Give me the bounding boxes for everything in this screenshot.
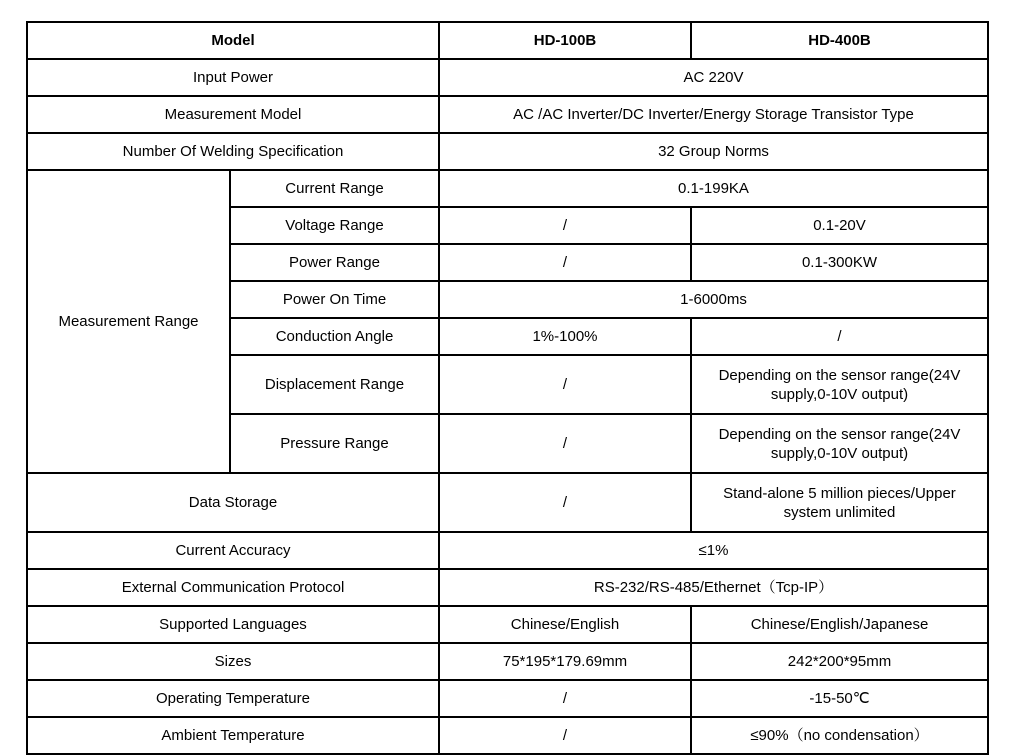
row-value: RS-232/RS-485/Ethernet（Tcp-IP） bbox=[439, 569, 988, 606]
header-hd400b: HD-400B bbox=[691, 22, 988, 59]
hd400b-value: -15-50℃ bbox=[691, 680, 988, 717]
hd100b-value: / bbox=[439, 355, 691, 414]
row-label: Supported Languages bbox=[27, 606, 439, 643]
hd100b-value: / bbox=[439, 717, 691, 754]
hd400b-value: ≤90%（no condensation） bbox=[691, 717, 988, 754]
table-row bbox=[27, 717, 988, 754]
hd100b-value: Chinese/English bbox=[439, 606, 691, 643]
hd400b-value: Stand-alone 5 million pieces/Upper system unlimited bbox=[691, 473, 988, 532]
hd100b-value: / bbox=[439, 207, 691, 244]
hd400b-value: Depending on the sensor range(24V supply,0-10V output) bbox=[691, 355, 988, 414]
row-label: Input Power bbox=[27, 59, 439, 96]
spec-table bbox=[26, 21, 989, 755]
row-value: AC 220V bbox=[439, 59, 988, 96]
table-row bbox=[27, 569, 988, 606]
row-label: External Communication Protocol bbox=[27, 569, 439, 606]
row-label: Number Of Welding Specification bbox=[27, 133, 439, 170]
table-row bbox=[27, 133, 988, 170]
hd400b-value: 0.1-20V bbox=[691, 207, 988, 244]
row-label: Current Accuracy bbox=[27, 532, 439, 569]
hd400b-value: 242*200*95mm bbox=[691, 643, 988, 680]
hd400b-value: Chinese/English/Japanese bbox=[691, 606, 988, 643]
measurement-range-label: Measurement Range bbox=[27, 170, 230, 473]
table-row bbox=[27, 680, 988, 717]
table-row bbox=[27, 606, 988, 643]
row-value: 0.1-199KA bbox=[439, 170, 988, 207]
hd400b-value: / bbox=[691, 318, 988, 355]
table-row bbox=[27, 643, 988, 680]
row-label: Data Storage bbox=[27, 473, 439, 532]
hd100b-value: / bbox=[439, 244, 691, 281]
row-value: 1-6000ms bbox=[439, 281, 988, 318]
sub-label: Displacement Range bbox=[230, 355, 439, 414]
hd100b-value: / bbox=[439, 473, 691, 532]
hd100b-value: / bbox=[439, 414, 691, 473]
row-value: ≤1% bbox=[439, 532, 988, 569]
table-row bbox=[27, 59, 988, 96]
row-label: Operating Temperature bbox=[27, 680, 439, 717]
hd400b-value: Depending on the sensor range(24V supply,0-10V output) bbox=[691, 414, 988, 473]
sub-label: Power Range bbox=[230, 244, 439, 281]
row-value: 32 Group Norms bbox=[439, 133, 988, 170]
sub-label: Voltage Range bbox=[230, 207, 439, 244]
sub-label: Current Range bbox=[230, 170, 439, 207]
row-value: AC /AC Inverter/DC Inverter/Energy Storage Transistor Type bbox=[439, 96, 988, 133]
hd100b-value: 1%-100% bbox=[439, 318, 691, 355]
hd100b-value: 75*195*179.69mm bbox=[439, 643, 691, 680]
sub-label: Conduction Angle bbox=[230, 318, 439, 355]
sub-label: Power On Time bbox=[230, 281, 439, 318]
header-model: Model bbox=[27, 22, 439, 59]
table-row bbox=[27, 170, 988, 207]
row-label: Measurement Model bbox=[27, 96, 439, 133]
sub-label: Pressure Range bbox=[230, 414, 439, 473]
table-row bbox=[27, 96, 988, 133]
header-hd100b: HD-100B bbox=[439, 22, 691, 59]
table-row bbox=[27, 22, 988, 59]
hd100b-value: / bbox=[439, 680, 691, 717]
table-row bbox=[27, 473, 988, 532]
row-label: Ambient Temperature bbox=[27, 717, 439, 754]
hd400b-value: 0.1-300KW bbox=[691, 244, 988, 281]
row-label: Sizes bbox=[27, 643, 439, 680]
table-row bbox=[27, 532, 988, 569]
